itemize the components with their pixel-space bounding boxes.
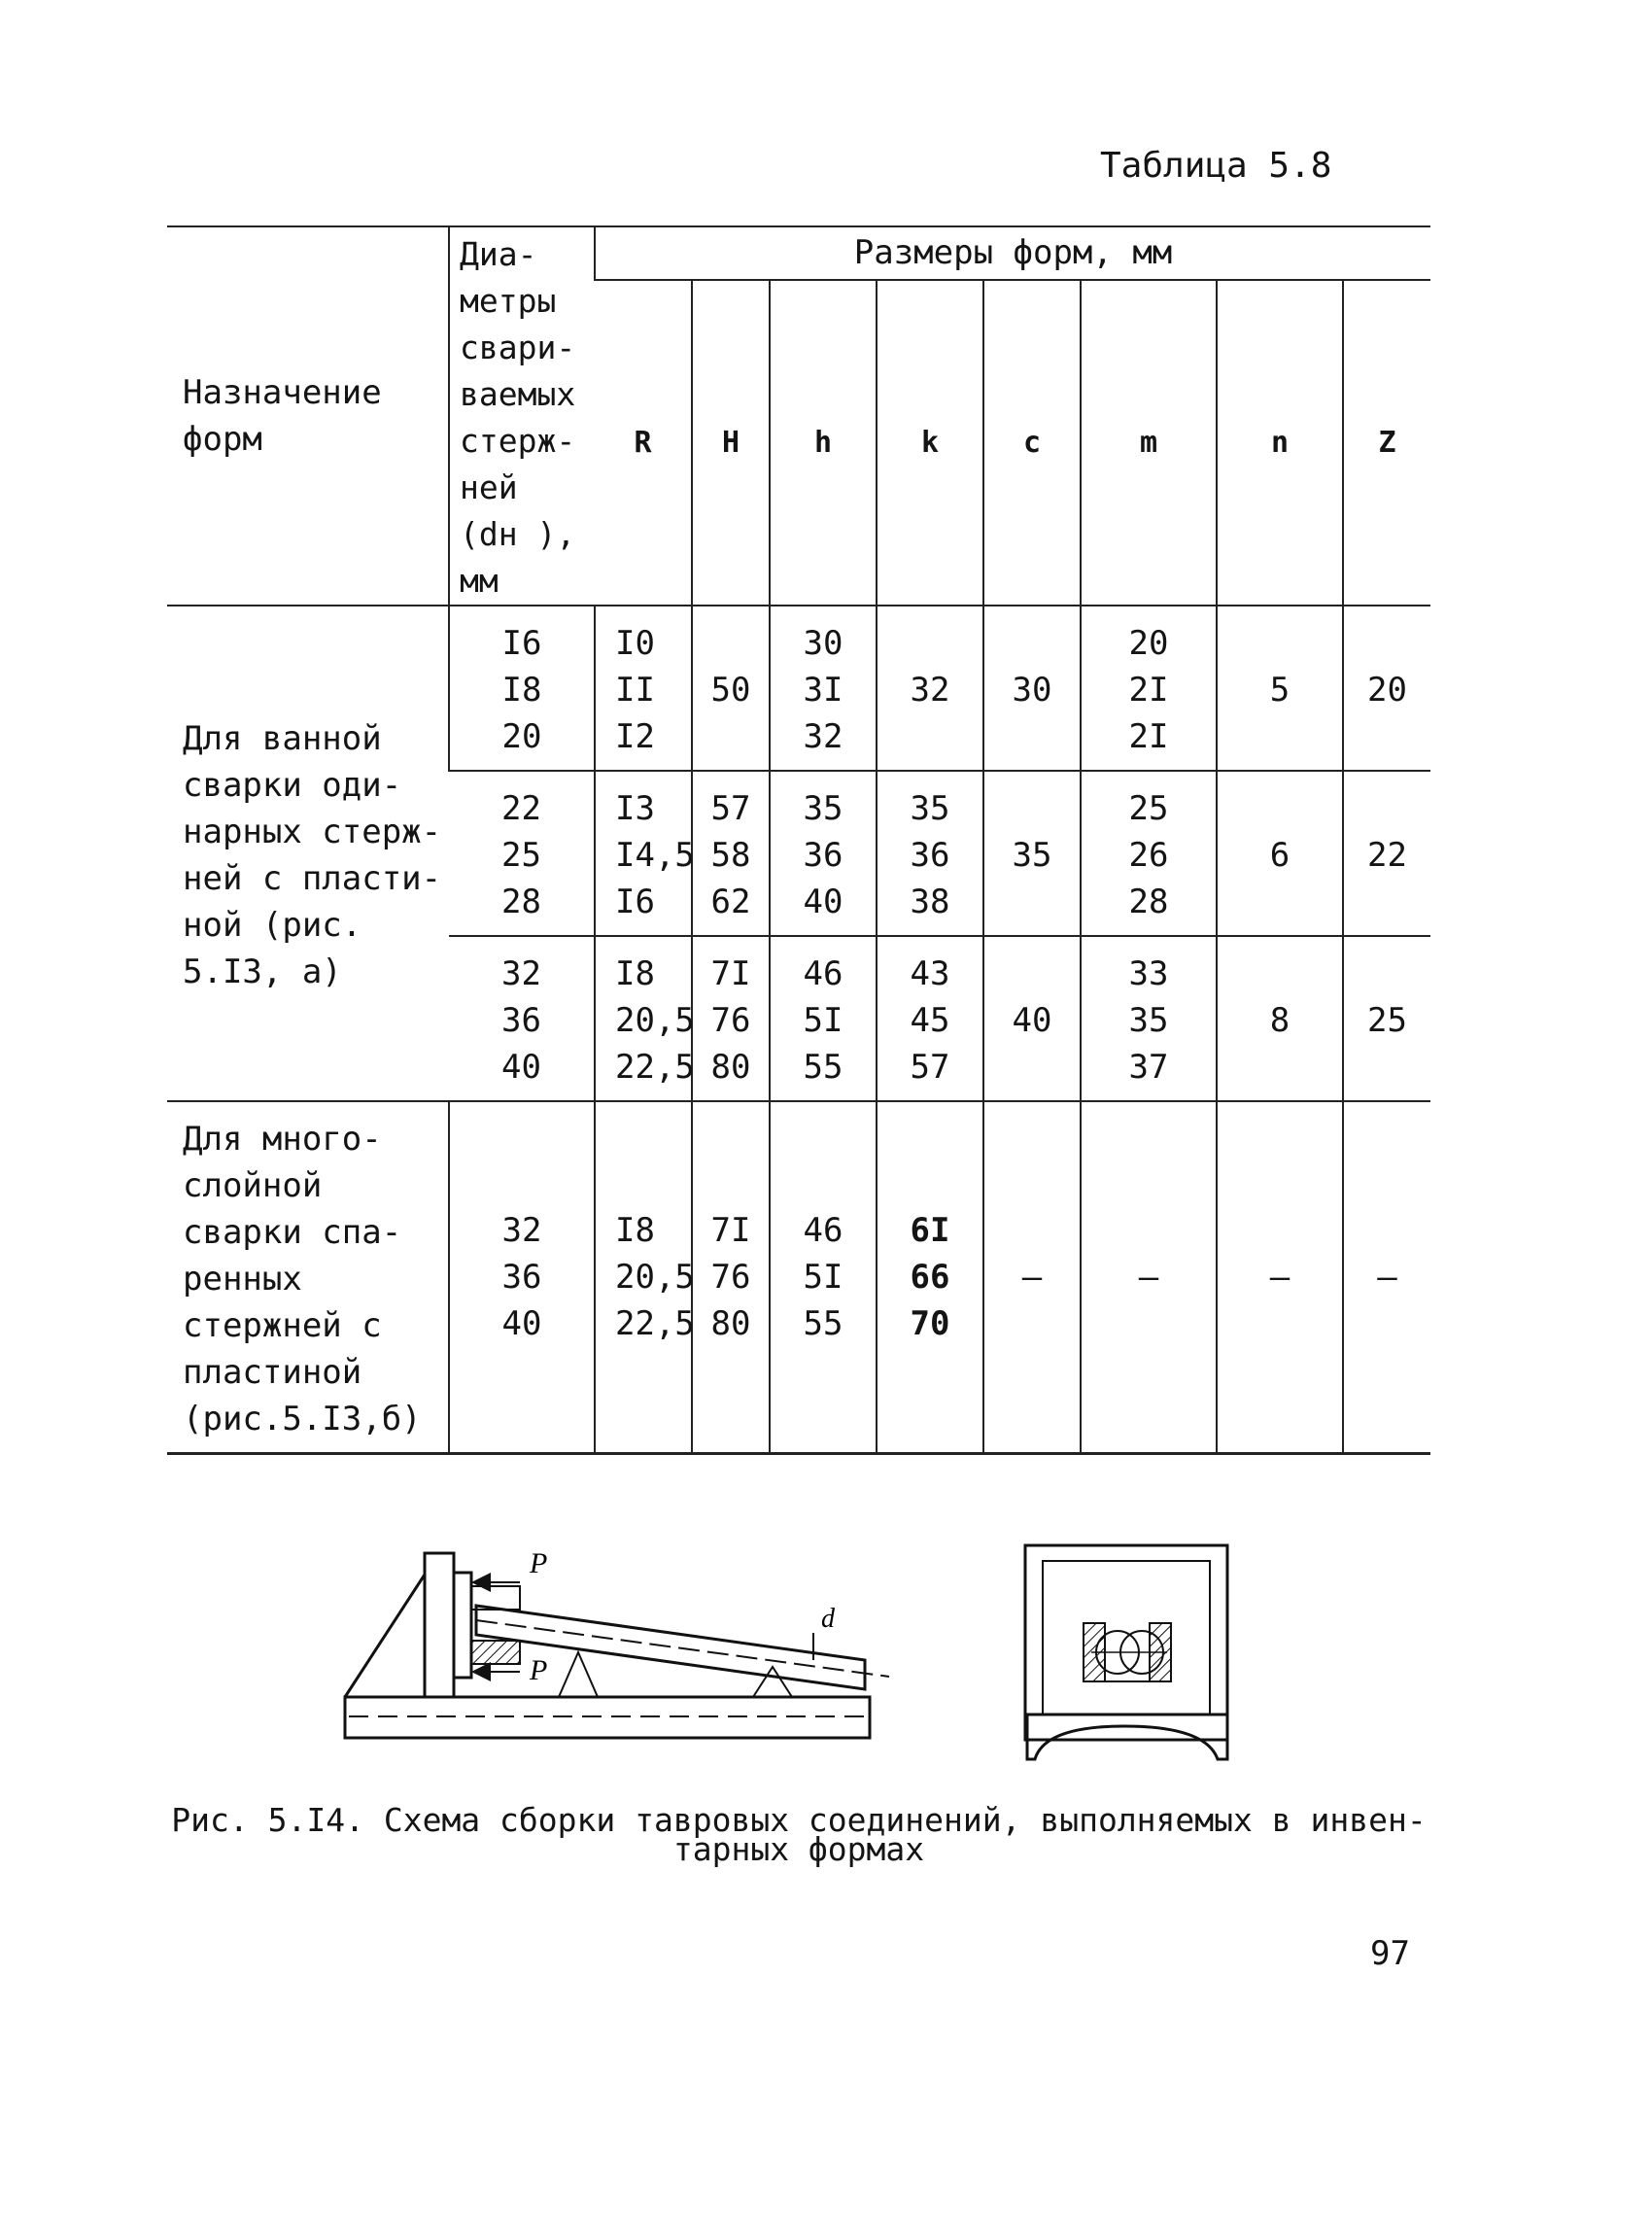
cell-n	[1217, 606, 1343, 771]
clamp-block	[425, 1553, 454, 1697]
cell-Z-value: 22	[1367, 836, 1407, 875]
cell-h	[770, 936, 877, 1101]
cell-c	[983, 606, 1081, 771]
cell-m-value: 2I	[1128, 717, 1169, 756]
cell-k	[877, 606, 983, 771]
cell-R-value: 22,5	[615, 1304, 695, 1343]
header-symbol-c: c	[983, 280, 1081, 606]
header-symbol-k: k	[877, 280, 983, 606]
cell-m	[1081, 771, 1217, 936]
cell-n-value: 8	[1269, 1001, 1291, 1040]
cell-k-value: 43	[910, 954, 950, 993]
cell-R-value: I3	[615, 789, 655, 828]
cell-d	[449, 936, 595, 1101]
purpose-line: ной (рис.	[183, 906, 362, 945]
cell-Z	[1343, 936, 1430, 1101]
purpose-line: ней с пласти-	[183, 859, 442, 898]
form-half-hatched	[471, 1641, 520, 1664]
purpose-line: 5.I3, а)	[183, 953, 342, 991]
table-row	[167, 1101, 1430, 1454]
cell-H-value: 76	[710, 1258, 751, 1297]
cell-H-value: 80	[710, 1048, 751, 1087]
purpose-line: Для ванной	[183, 719, 382, 758]
cell-d-value: 32	[501, 954, 541, 993]
purpose-line: сварки спа-	[183, 1213, 402, 1252]
cell-R-value: 20,5	[615, 1001, 695, 1040]
cell-h-value: 32	[803, 717, 843, 756]
cell-d-value: 36	[501, 1258, 542, 1297]
cell-d	[449, 1101, 595, 1454]
cell-d	[449, 771, 595, 936]
header-diameter-line: метры	[460, 282, 557, 320]
cell-R-value: I2	[615, 717, 655, 756]
cell-m-value: 33	[1128, 954, 1169, 993]
cell-m-value: 2I	[1128, 671, 1169, 710]
cell-h-value: 30	[803, 624, 843, 663]
purpose-line: нарных стерж-	[183, 813, 442, 851]
cell-k-value: 45	[910, 1001, 950, 1040]
cell-n	[1217, 1101, 1343, 1454]
cell-m-value: 25	[1128, 789, 1169, 828]
cell-Z	[1343, 771, 1430, 936]
cell-d-value: 25	[501, 836, 541, 875]
cell-R-value: 20,5	[615, 1258, 695, 1297]
header-diameter-line: мм	[460, 562, 499, 600]
purpose-line: Для много-	[183, 1120, 382, 1159]
cell-H-value: 7I	[710, 1211, 751, 1250]
header-purpose: Назначение форм	[167, 226, 449, 606]
cell-h-value: 55	[803, 1048, 843, 1087]
support-left	[559, 1652, 598, 1697]
cell-Z-value: –	[1377, 1258, 1397, 1297]
purpose-single-rods	[167, 606, 449, 1101]
header-dimensions-group: Размеры форм, мм	[595, 226, 1430, 280]
cell-c-value: 35	[1012, 836, 1052, 875]
cell-k-value: 38	[910, 883, 950, 921]
support-brace	[345, 1575, 425, 1697]
purpose-line: пластиной	[183, 1353, 362, 1392]
cell-d-value: 28	[501, 883, 541, 921]
cell-H-value: 58	[710, 836, 751, 875]
figure-caption	[167, 1801, 1430, 1868]
cell-k-value: 57	[910, 1048, 950, 1087]
cell-h	[770, 1101, 877, 1454]
cell-k-value: 32	[910, 671, 950, 710]
cell-h	[770, 771, 877, 936]
cell-R	[595, 1101, 695, 1454]
cell-c	[983, 771, 1081, 936]
cell-H	[692, 771, 770, 936]
cell-m	[1081, 936, 1217, 1101]
cell-h-value: 55	[803, 1304, 843, 1343]
cell-k-value: 6I	[910, 1211, 950, 1250]
plate	[454, 1573, 471, 1678]
cell-H	[692, 936, 770, 1101]
cell-H-value: 80	[710, 1304, 751, 1343]
cell-n-value: 6	[1269, 836, 1291, 875]
cell-m-value: –	[1138, 1258, 1159, 1297]
force-label-top: P	[530, 1547, 548, 1579]
cell-m	[1081, 1101, 1217, 1454]
cell-k	[877, 936, 983, 1101]
cell-n-value: 5	[1269, 671, 1291, 710]
header-diameter-line: свари-	[460, 329, 576, 366]
cell-m-value: 28	[1128, 883, 1169, 921]
caption-line-1: Рис. 5.I4. Схема сборки тавровых соединений, выполняемых в инвен-	[171, 1801, 1427, 1839]
cell-h-value: 40	[803, 883, 843, 921]
diameter-label: d	[821, 1604, 835, 1634]
cell-H-value: 7I	[710, 954, 751, 993]
cell-k-value: 70	[910, 1304, 950, 1343]
cell-d-value: 40	[501, 1048, 541, 1087]
cell-h-value: 46	[803, 954, 843, 993]
force-label-bottom: P	[530, 1654, 548, 1686]
header-diameter	[449, 226, 595, 606]
caption-line-2: тарных формах	[672, 1830, 925, 1868]
cell-c-value: –	[1021, 1258, 1043, 1297]
cell-n-value: –	[1269, 1258, 1291, 1297]
cell-d-value: I6	[501, 624, 542, 663]
header-diameter-line: ваемых	[460, 375, 576, 413]
cell-Z-value: 20	[1367, 671, 1407, 710]
cell-Z	[1343, 606, 1430, 771]
cell-R-value: I6	[615, 883, 655, 921]
support-right	[753, 1667, 792, 1697]
header-symbol-R: R	[634, 425, 652, 460]
cell-k-value: 35	[910, 789, 950, 828]
header-diameter-line: (dн ),	[460, 515, 576, 553]
table-title: Таблица 5.8	[1100, 146, 1332, 186]
cell-m-value: 20	[1128, 624, 1169, 663]
purpose-line: ренных	[183, 1260, 302, 1299]
header-symbol-m: m	[1081, 280, 1217, 606]
header-symbol-n: n	[1217, 280, 1343, 606]
purpose-line: стержней с	[183, 1306, 382, 1345]
header-diameter-line: ней	[460, 468, 518, 506]
cell-c	[983, 936, 1081, 1101]
cell-Z	[1343, 1101, 1430, 1454]
cell-R-value: I8	[615, 954, 655, 993]
cell-R-value: I4,5	[615, 836, 695, 875]
cell-R	[595, 936, 695, 1101]
cell-h-value: 36	[803, 836, 843, 875]
cell-h-value: 46	[803, 1211, 843, 1250]
cell-h-value: 5I	[803, 1258, 843, 1297]
purpose-line: (рис.5.I3,б)	[183, 1400, 422, 1438]
header-symbol-h: h	[770, 280, 877, 606]
cell-n	[1217, 771, 1343, 936]
cell-R-value: I0	[615, 624, 655, 663]
cell-d-value: 40	[501, 1304, 542, 1343]
cell-m-value: 26	[1128, 836, 1169, 875]
cell-h-value: 35	[803, 789, 843, 828]
cell-d-value: 36	[501, 1001, 541, 1040]
cell-k-value: 36	[910, 836, 950, 875]
cell-Z-value: 25	[1367, 1001, 1407, 1040]
purpose-line: слойной	[183, 1166, 323, 1205]
cell-m-value: 35	[1128, 1001, 1169, 1040]
cell-H-value: 57	[710, 789, 751, 828]
cell-R-value: 22,5	[615, 1048, 695, 1087]
cell-d-value: I8	[501, 671, 542, 710]
cell-H	[692, 1101, 770, 1454]
purpose-line: сварки оди-	[183, 766, 402, 805]
cell-d-value: 32	[501, 1211, 542, 1250]
cell-H-value: 50	[710, 671, 751, 710]
cell-d-value: 20	[501, 717, 542, 756]
purpose-paired-rods	[167, 1101, 449, 1454]
cell-H-value: 76	[710, 1001, 751, 1040]
cell-m	[1081, 606, 1217, 771]
form-stand	[1027, 1715, 1227, 1759]
cell-h	[770, 606, 877, 771]
cell-R-value: II	[615, 671, 655, 710]
cell-m-value: 37	[1128, 1048, 1169, 1087]
cell-R-value: I8	[615, 1211, 655, 1250]
cell-c-value: 40	[1012, 1001, 1052, 1040]
form-housing	[1025, 1545, 1227, 1740]
cell-d	[449, 606, 595, 771]
cell-n	[1217, 936, 1343, 1101]
assembly-diagram	[335, 1526, 1268, 1798]
cell-h-value: 3I	[803, 671, 843, 710]
cell-H	[692, 606, 770, 771]
cell-R	[595, 606, 692, 771]
cell-h-value: 5I	[803, 1001, 843, 1040]
header-symbol-Z: Z	[1343, 280, 1430, 606]
cell-H-value: 62	[710, 883, 751, 921]
cell-d-value: 22	[501, 789, 541, 828]
header-symbol-H: H	[692, 280, 770, 606]
cell-k	[877, 771, 983, 936]
forms-dimensions-table	[167, 225, 1430, 1455]
cell-R	[595, 771, 695, 936]
cell-c-value: 30	[1012, 671, 1052, 710]
table-row	[167, 606, 1430, 771]
header-diameter-line: Диа-	[460, 235, 537, 273]
cell-k	[877, 1101, 983, 1454]
header-diameter-line: стерж-	[460, 422, 576, 460]
cell-k-value: 66	[910, 1258, 950, 1297]
page-number: 97	[1370, 1934, 1410, 1973]
cell-c	[983, 1101, 1081, 1454]
